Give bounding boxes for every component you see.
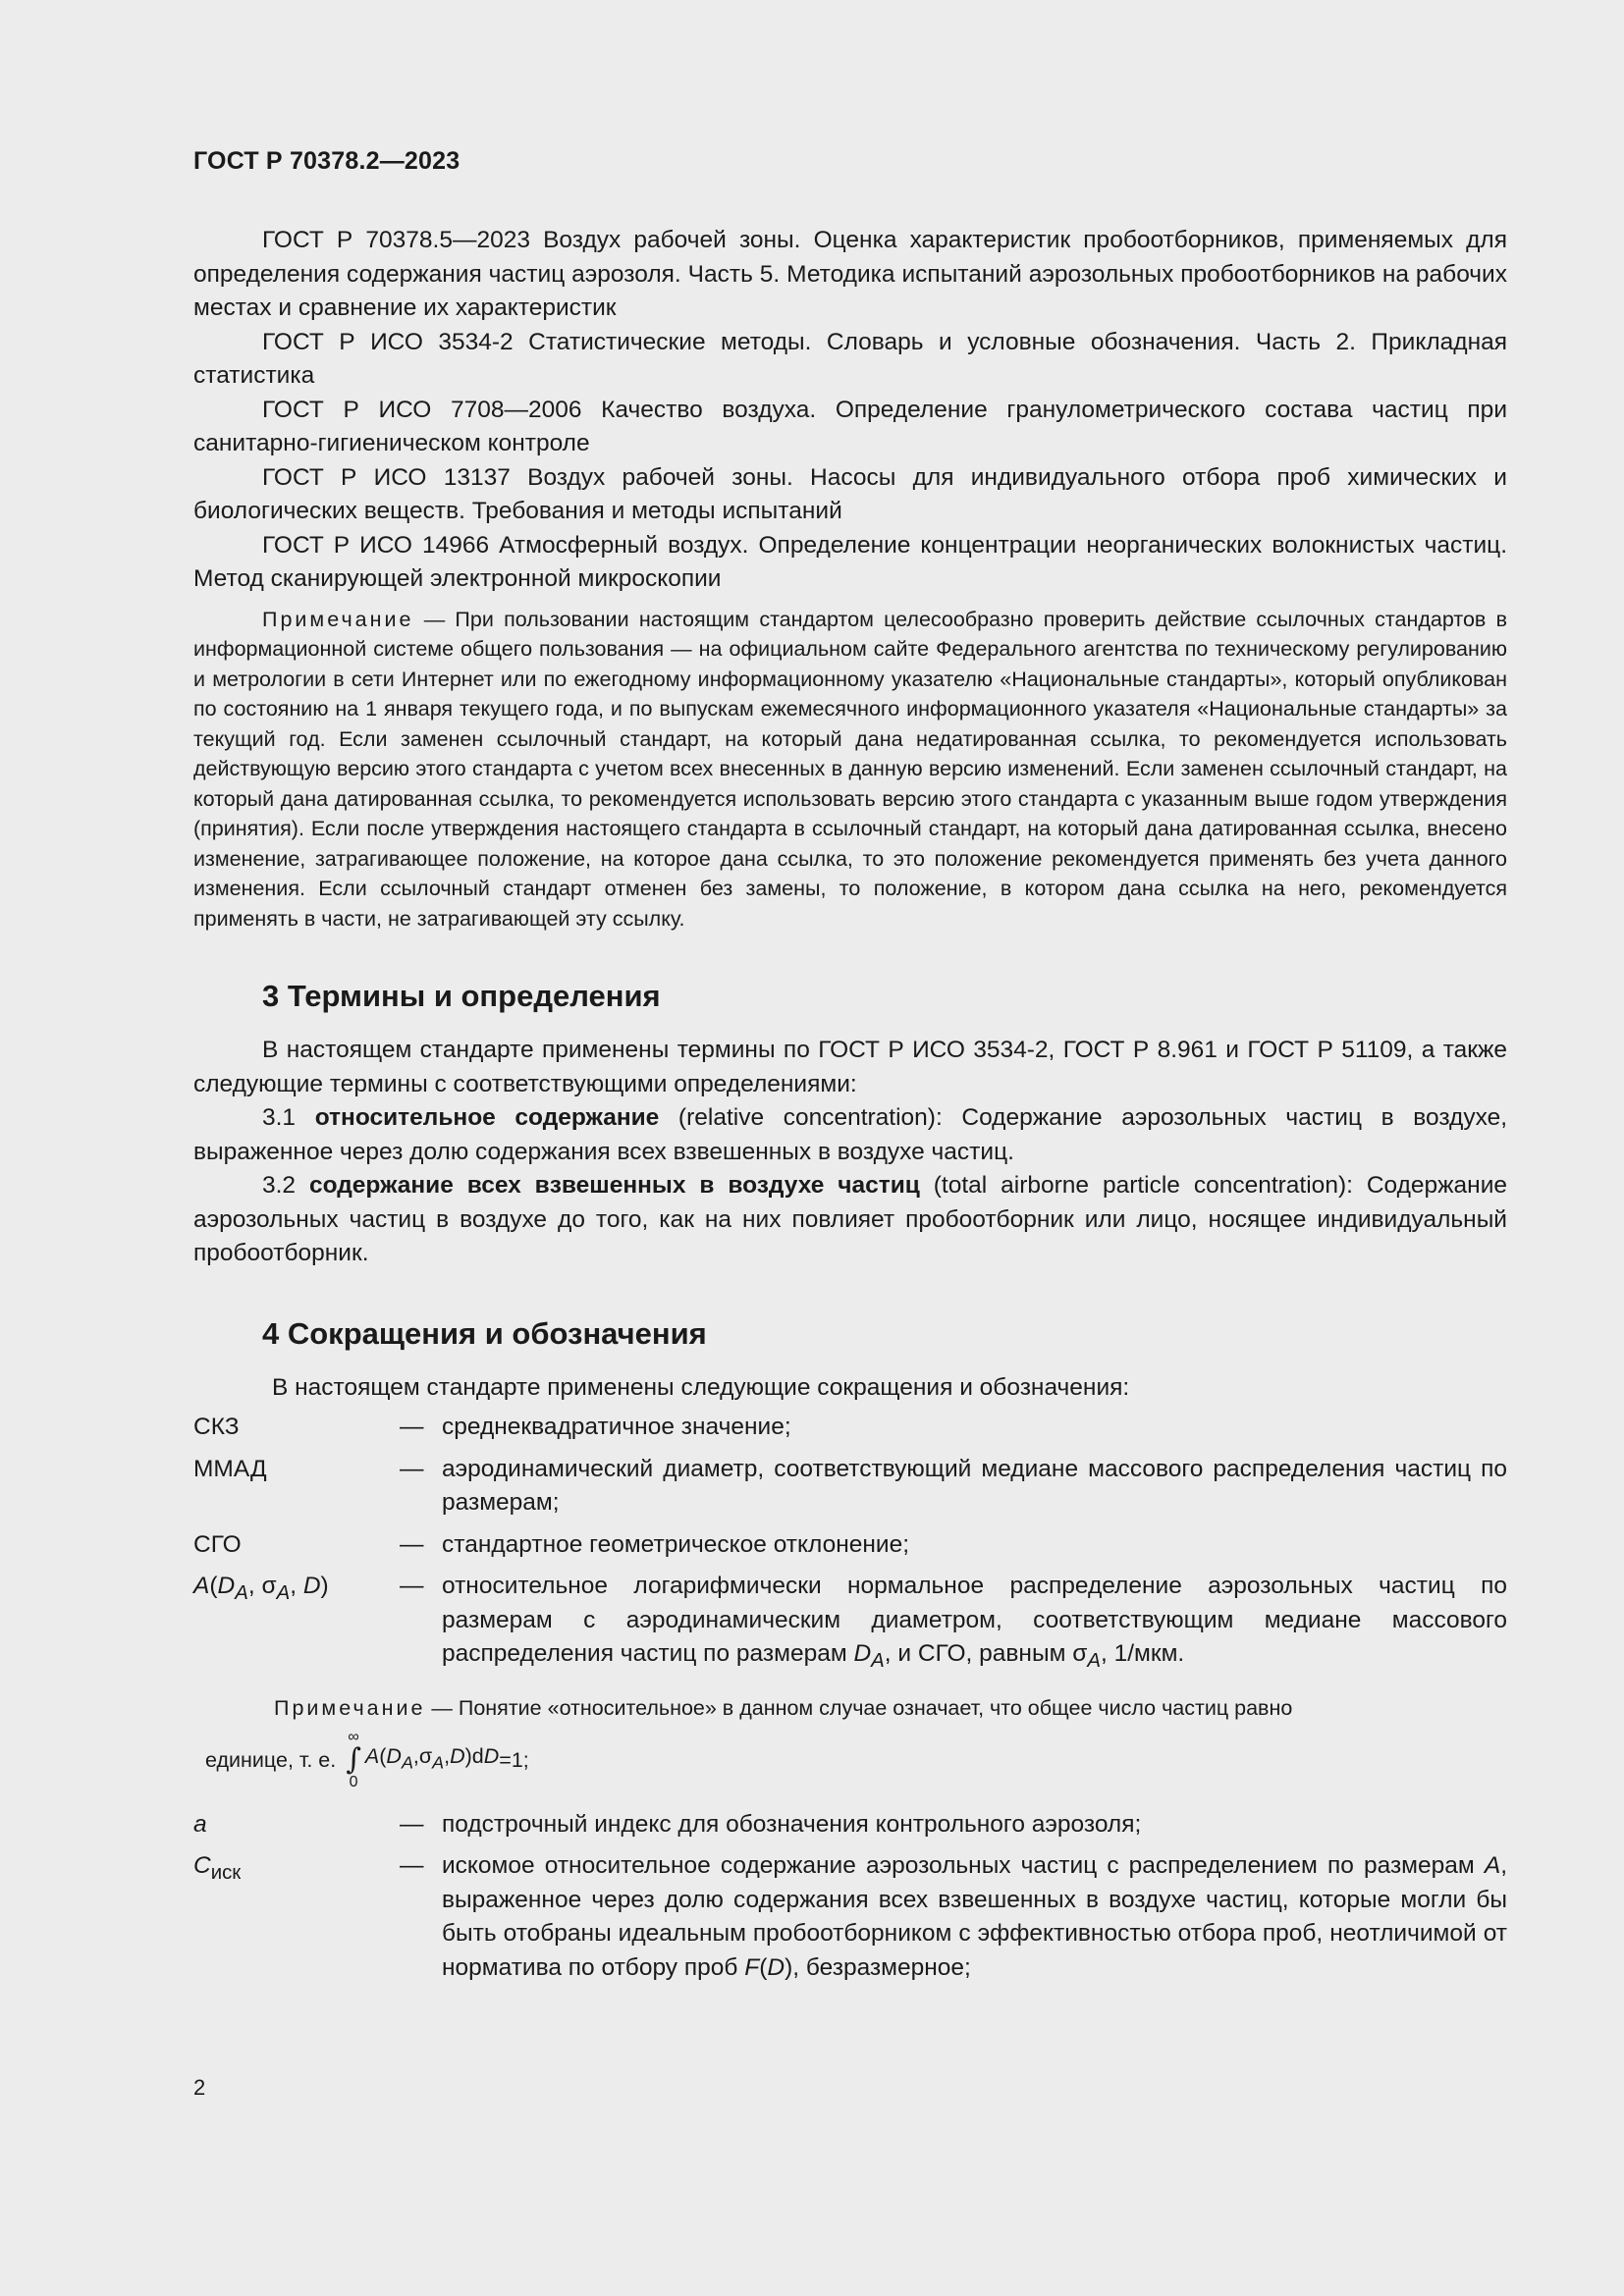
dash: — xyxy=(400,1530,424,1558)
note-text: — При пользовании настоящим стандартом целесообразно проверить действие ссылочных стандартов в информационной системе общего пользования — на официальном сайте Федерального агентства по техническому регулированию и метрологии в сети Интернет или по ежегодному информационному указателю «Национальные стандарты», который опубликован по состоянию на 1 января текущего года, и по выпускам ежемесячного информационного указателя «Национальные стандарты» за текущий год. Если заменен ссылочный стандарт, на который дана недатированная ссылка, то рекомендуется использовать действующую версию этого стандарта с учетом всех внесенных в данную версию изменений. Если заменен ссылочный стандарт, на который дана датированная ссылка, то рекомендуется использовать версию этого стандарта с указанным выше годом утверждения (принятия). Если после утверждения настоящего стандарта в ссылочный стандарт, на который дана датированная ссылка, внесено изменение, затрагивающее положение, на которое дана ссылка, то это положение рекомендуется применять без учета данного изменения. Если ссылочный стандарт отменен без замены, то положение, в котором дана ссылка на него, рекомендуется применять в части, не затрагивающей эту ссылку. xyxy=(193,607,1507,931)
abbreviation-row xyxy=(193,1849,1507,1985)
section-3-title: 3 Термины и определения xyxy=(262,979,661,1013)
abbreviation-row xyxy=(193,1453,1507,1521)
term-name: содержание всех взвешенных в воздухе частиц xyxy=(308,1172,920,1199)
abbreviation-definition: относительное логарифмически нормальное распределение аэрозольных частиц по размерам с аэродинамическим диаметром, соответствующим медиане массового распределения частиц по размерам $D_A$, и СГО, равным $\sigma_A$, 1/мкм. xyxy=(442,1573,1507,1672)
note-label: Примечание xyxy=(262,607,414,631)
abbreviation: СКЗ xyxy=(193,1414,240,1440)
abbreviation-definition: стандартное геометрическое отклонение; xyxy=(442,1530,910,1558)
abbreviation: a xyxy=(193,1810,207,1838)
section-4-intro: В настоящем стандарте применены следующие сокращения и обозначения: xyxy=(272,1373,1130,1401)
note-relative: Примечание — Понятие «относительное» в данном случае означает, что общее число частиц равно xyxy=(274,1696,1293,1721)
term-name: относительное содержание xyxy=(314,1104,660,1131)
abbreviation-definition: подстрочный индекс для обозначения контрольного аэрозоля; xyxy=(442,1810,1142,1838)
reference-item: ГОСТ Р ИСО 7708—2006 Качество воздуха. Определение гранулометрического состава частиц при санитарно-гигиеническом контроле xyxy=(193,396,1507,456)
abbreviation-definition: аэродинамический диаметр, соответствующий медиане массового распределения частиц по размерам; xyxy=(442,1455,1507,1516)
dash: — xyxy=(400,1573,424,1599)
symbol-c-isk: $C_{иск}$ xyxy=(193,1852,242,1885)
abbreviation-definition: искомое относительное содержание аэрозольных частиц с распределением по размерам A, выраженное через долю содержания всех взвешенных в воздухе частиц, которые могли бы быть отобраны идеальным пробоотборником с эффективностью отбора проб, неотличимой от норматива по отбору проб F(D), безразмерное; xyxy=(442,1852,1507,1981)
symbol-a-distribution: $A(D_A$, $\sigma_A$, D) xyxy=(193,1573,329,1604)
dash: — xyxy=(400,1414,424,1440)
abbreviation-row xyxy=(193,1808,1507,1842)
abbreviation-row xyxy=(193,1411,1507,1445)
integral-formula: единице, т. е. ∞ ∫ 0 $A(D_A,\sigma_A,D)dD$ =1; xyxy=(205,1728,529,1790)
reference-item: ГОСТ Р ИСО 13137 Воздух рабочей зоны. Насосы для индивидуального отбора проб химических и биологических веществ. Требования и методы испытаний xyxy=(193,463,1507,524)
integral-sign: ∞ ∫ 0 xyxy=(346,1728,361,1790)
dash: — xyxy=(400,1810,424,1838)
reference-item: ГОСТ Р ИСО 14966 Атмосферный воздух. Определение концентрации неорганических волокнистых частиц. Метод сканирующей электронной микроскопии xyxy=(193,531,1507,592)
page-number: 2 xyxy=(193,2075,206,2100)
abbreviation: СГО xyxy=(193,1530,242,1558)
term-3-2: 3.2 содержание всех взвешенных в воздухе частиц (total airborne particle concentration): Содержание аэрозольных частиц в воздухе до того, как на них повлияет пробоотборник или лицо, носящее индивидуальный пробоотборник. xyxy=(193,1172,1507,1266)
abbreviation-row xyxy=(193,1528,1507,1563)
section-3-intro: В настоящем стандарте применены термины по ГОСТ Р ИСО 3534-2, ГОСТ Р 8.961 и ГОСТ Р 51109, а также следующие термины с соответствующими определениями: xyxy=(193,1037,1507,1097)
reference-item: ГОСТ Р ИСО 3534-2 Статистические методы. Словарь и условные обозначения. Часть 2. Прикладная статистика xyxy=(193,328,1507,389)
abbreviation-definition: среднеквадратичное значение; xyxy=(442,1414,791,1440)
reference-item: ГОСТ Р 70378.5—2023 Воздух рабочей зоны. Оценка характеристик пробоотборников, применяемых для определения содержания частиц аэрозоля. Часть 5. Методика испытаний аэрозольных пробоотборников на рабочих местах и сравнение их характеристик xyxy=(193,227,1507,321)
section-4-title: 4 Сокращения и обозначения xyxy=(262,1315,707,1351)
dash: — xyxy=(400,1455,424,1482)
page-content xyxy=(193,224,1507,1993)
term-3-1: 3.1 относительное содержание (relative concentration): Содержание аэрозольных частиц в воздухе, выраженное через долю содержания всех взвешенных в воздухе частиц. xyxy=(193,1104,1507,1165)
abbreviation-row xyxy=(193,1570,1507,1678)
document-header: ГОСТ Р 70378.2—2023 xyxy=(193,147,460,175)
note-references xyxy=(193,605,1507,934)
abbreviation: ММАД xyxy=(193,1455,267,1482)
dash: — xyxy=(400,1852,424,1880)
